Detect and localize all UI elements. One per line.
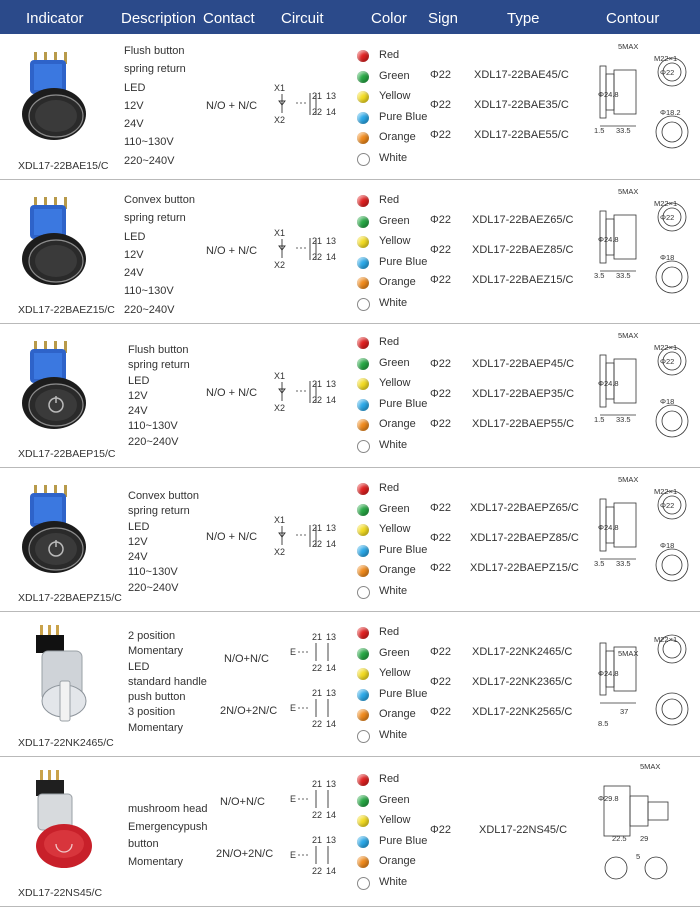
circuit-22-label: 22 <box>312 719 323 729</box>
dimension-label: 5MAX <box>618 42 639 51</box>
contour-drawing <box>596 768 692 880</box>
color-swatch-white <box>357 298 370 311</box>
color-label: Red <box>379 482 400 494</box>
description-line: LED <box>124 81 146 94</box>
product-row <box>0 467 700 612</box>
color-swatch-white <box>357 153 370 166</box>
circuit-13-label: 13 <box>326 632 337 642</box>
color-label: Green <box>379 793 410 806</box>
color-label: Orange <box>379 418 416 430</box>
description-line: LED <box>124 230 146 243</box>
sign-value: Φ22 <box>430 129 452 141</box>
color-label: Orange <box>379 564 416 576</box>
description-line: Momentary <box>128 721 184 734</box>
description-line: Flush button <box>124 45 185 57</box>
contour-drawing <box>596 46 692 158</box>
circuit-22-label: 22 <box>312 663 323 673</box>
contact-type-1: N/O+N/C <box>224 653 269 665</box>
description-line: LED <box>128 374 150 387</box>
color-swatch-red <box>357 483 369 495</box>
header-indicator: Indicator <box>26 10 84 27</box>
dimension-label: 3.5 <box>594 271 605 280</box>
color-label: Pure Blue <box>379 255 428 268</box>
description-line: 110~130V <box>124 285 174 298</box>
type-code: XDL17-22BAEP35/C <box>472 388 575 400</box>
description-line: 24V <box>124 267 144 280</box>
type-code: XDL17-22BAEZ65/C <box>472 214 574 226</box>
circuit-x2-label: X2 <box>274 547 286 557</box>
description-line: spring return <box>128 359 190 372</box>
description-line: spring return <box>128 505 190 518</box>
type-code: XDL17-22BAEP55/C <box>472 418 575 430</box>
sign-value: Φ22 <box>430 676 452 688</box>
dimension-label: Φ22 <box>660 501 675 510</box>
color-label: Red <box>379 773 400 785</box>
color-swatch-orange <box>357 709 369 721</box>
circuit-22-label: 22 <box>312 539 323 549</box>
circuit-x1-label: X1 <box>274 228 286 238</box>
description <box>128 343 190 450</box>
description <box>128 629 207 736</box>
description-line: 24V <box>124 118 144 131</box>
product-photo <box>14 770 104 882</box>
description-line: 220~240V <box>124 154 175 167</box>
color-label: Red <box>379 626 400 638</box>
model-number: XDL17-22NS45/C <box>18 887 103 899</box>
dimension-label: Φ22 <box>660 357 675 366</box>
contact-type-2: 2N/O+2N/C <box>220 705 278 717</box>
circuit-diagram-small <box>290 631 346 673</box>
circuit-x1-label: X1 <box>274 83 286 93</box>
circuit-x2-label: X2 <box>274 403 286 413</box>
dimension-label: 22.5 <box>612 834 627 843</box>
description-line: Momentary <box>128 645 184 658</box>
svg-text:E: E <box>290 703 297 713</box>
color-label: Orange <box>379 131 416 143</box>
color-swatch-orange <box>357 565 369 577</box>
product-photo <box>14 333 104 445</box>
color-swatch-yellow <box>357 378 369 390</box>
color-label: Yellow <box>379 377 411 389</box>
contact-type: N/O + N/C <box>206 100 258 112</box>
product-photo <box>14 621 104 733</box>
color-label: Red <box>379 336 400 348</box>
color-label: Green <box>379 214 410 227</box>
contact-type-2: 2N/O+2N/C <box>216 848 274 860</box>
dimension-label: Φ22 <box>660 213 675 222</box>
color-label: Pure Blue <box>379 110 428 123</box>
color-swatch-yellow <box>357 524 369 536</box>
description-line: button <box>128 838 159 850</box>
contour-drawing <box>596 479 692 591</box>
dimension-label: Φ18 <box>660 541 675 550</box>
description-line: 110~130V <box>128 420 178 433</box>
color-swatch-yellow <box>357 91 369 103</box>
color-label: Pure Blue <box>379 834 428 847</box>
color-swatch-pure-blue <box>357 836 369 848</box>
circuit-diagram <box>272 81 342 141</box>
color-swatch-green <box>357 795 369 807</box>
color-swatch-orange <box>357 277 369 289</box>
color-label: Green <box>379 502 410 515</box>
description-line: 24V <box>128 405 148 418</box>
circuit-diagram-small <box>290 834 346 876</box>
color-label: Orange <box>379 855 416 867</box>
circuit-diagram <box>272 513 342 573</box>
description-line: 12V <box>124 248 144 261</box>
color-label: Yellow <box>379 90 411 102</box>
svg-text:E: E <box>290 794 297 804</box>
type-code: XDL17-22BAE35/C <box>474 99 569 111</box>
description-line: 3 position <box>128 706 176 719</box>
description <box>124 191 195 319</box>
dimension-label: 37 <box>620 707 629 716</box>
contour-drawing <box>596 191 692 303</box>
svg-text:E: E <box>290 850 297 860</box>
color-swatch-pure-blue <box>357 399 369 411</box>
sign-value: Φ22 <box>430 562 452 574</box>
dimension-label: Φ29.8 <box>598 794 619 803</box>
color-label: White <box>379 584 408 597</box>
color-swatch-green <box>357 648 369 660</box>
sign-value: Φ22 <box>430 99 452 111</box>
type-code: XDL17-22BAEZ15/C <box>472 274 574 286</box>
description <box>128 801 208 871</box>
contact-type-1: N/O+N/C <box>220 796 265 808</box>
circuit-13-label: 13 <box>326 688 337 698</box>
type-code: XDL17-22NK2565/C <box>472 706 573 718</box>
model-number: XDL17-22BAEZ15/C <box>18 304 115 316</box>
color-swatch-yellow <box>357 815 369 827</box>
type-code: XDL17-22BAEPZ15/C <box>470 562 579 574</box>
circuit-21-label: 21 <box>312 632 323 642</box>
circuit-13-label: 13 <box>326 835 337 845</box>
sign-value: Φ22 <box>430 418 452 430</box>
contact-type: N/O + N/C <box>206 387 258 399</box>
description-line: 110~130V <box>128 566 178 579</box>
color-label: Yellow <box>379 814 411 826</box>
type-code: XDL17-22BAE45/C <box>474 69 569 81</box>
circuit-diagram-small <box>290 687 346 729</box>
model-number: XDL17-22NK2465/C <box>18 737 114 749</box>
description-line: mushroom head <box>128 803 208 815</box>
contact-type: N/O + N/C <box>206 531 258 543</box>
circuit-21-label: 21 <box>312 779 323 789</box>
description-line: 220~240V <box>128 435 179 448</box>
color-swatch-green <box>357 71 369 83</box>
color-label: Pure Blue <box>379 397 428 410</box>
circuit-13-label: 13 <box>326 779 337 789</box>
color-swatch-orange <box>357 419 369 431</box>
circuit-21-label: 21 <box>312 379 323 389</box>
sign-value: Φ22 <box>430 502 452 514</box>
type-code: XDL17-22BAEPZ65/C <box>470 502 579 514</box>
sign-value: Φ22 <box>430 214 452 226</box>
color-label: White <box>379 728 408 741</box>
description <box>124 42 186 170</box>
dimension-label: 33.5 <box>616 559 631 568</box>
color-swatch-pure-blue <box>357 257 369 269</box>
dimension-label: 5MAX <box>618 187 639 196</box>
dimension-label: M22×1 <box>654 487 678 496</box>
description <box>128 489 199 596</box>
dimension-label: Φ18.2 <box>660 108 681 117</box>
color-label: White <box>379 296 408 309</box>
color-label: Pure Blue <box>379 687 428 700</box>
color-swatch-white <box>357 877 370 890</box>
description-line: Convex button <box>128 490 199 502</box>
color-swatch-red <box>357 337 369 349</box>
color-swatch-white <box>357 586 370 599</box>
circuit-14-label: 14 <box>326 252 337 262</box>
header-sign: Sign <box>428 10 459 27</box>
color-swatch-green <box>357 504 369 516</box>
circuit-22-label: 22 <box>312 395 323 405</box>
description-line: 220~240V <box>128 581 179 594</box>
type-code: XDL17-22BAEPZ85/C <box>470 532 579 544</box>
type-code: XDL17-22NK2465/C <box>472 646 573 658</box>
sign-value: Φ22 <box>430 646 452 658</box>
dimension-label: 5MAX <box>618 475 639 484</box>
sign-value: Φ22 <box>430 69 452 81</box>
sign-value: Φ22 <box>430 532 452 544</box>
circuit-21-label: 21 <box>312 835 323 845</box>
description-line: Flush button <box>128 344 189 356</box>
dimension-label: Φ24.8 <box>598 523 619 532</box>
dimension-label: M22×1 <box>654 635 678 644</box>
contour-drawing <box>596 335 692 447</box>
circuit-14-label: 14 <box>326 663 337 673</box>
dimension-label: 33.5 <box>616 271 631 280</box>
circuit-x1-label: X1 <box>274 371 286 381</box>
dimension-label: M22×1 <box>654 54 678 63</box>
product-row <box>0 34 700 180</box>
circuit-14-label: 14 <box>326 719 337 729</box>
description-line: LED <box>128 660 150 673</box>
circuit-22-label: 22 <box>312 107 323 117</box>
header-type: Type <box>507 10 540 27</box>
dimension-label: Φ24.8 <box>598 235 619 244</box>
header-color: Color <box>371 10 407 27</box>
circuit-13-label: 13 <box>326 91 337 101</box>
circuit-diagram <box>272 369 342 429</box>
dimension-label: Φ22 <box>660 68 675 77</box>
circuit-21-label: 21 <box>312 91 323 101</box>
description-line: Convex button <box>124 194 195 206</box>
description-line: LED <box>128 520 150 533</box>
circuit-14-label: 14 <box>326 866 337 876</box>
color-swatch-pure-blue <box>357 689 369 701</box>
color-swatch-red <box>357 627 369 639</box>
model-number: XDL17-22BAE15/C <box>18 160 109 172</box>
product-photo <box>14 189 104 301</box>
product-photo <box>14 477 104 589</box>
color-label: White <box>379 438 408 451</box>
dimension-label: 1.5 <box>594 126 605 135</box>
circuit-22-label: 22 <box>312 252 323 262</box>
dimension-label: 3.5 <box>594 559 605 568</box>
circuit-14-label: 14 <box>326 107 337 117</box>
sign-value: Φ22 <box>430 274 452 286</box>
svg-text:E: E <box>290 647 297 657</box>
circuit-21-label: 21 <box>312 236 323 246</box>
circuit-x2-label: X2 <box>274 115 286 125</box>
color-label: Orange <box>379 708 416 720</box>
dimension-label: 1.5 <box>594 415 605 424</box>
description-line: 2 position <box>128 630 176 642</box>
product-photo <box>14 44 104 156</box>
type-code: XDL17-22BAE55/C <box>474 129 569 141</box>
color-label: Yellow <box>379 523 411 535</box>
dimension-label: Φ24.8 <box>598 669 619 678</box>
dimension-label: 5 <box>636 852 641 861</box>
sign-value: Φ22 <box>430 706 452 718</box>
dimension-label: 5MAX <box>618 649 639 658</box>
dimension-label: Φ24.8 <box>598 90 619 99</box>
product-row <box>0 756 700 907</box>
circuit-21-label: 21 <box>312 688 323 698</box>
type-code: XDL17-22NK2365/C <box>472 676 573 688</box>
description-line: push button <box>128 691 186 704</box>
table-header <box>0 0 700 34</box>
color-swatch-yellow <box>357 236 369 248</box>
header-description: Description <box>121 10 197 27</box>
description-line: 24V <box>128 551 148 564</box>
color-label: Red <box>379 194 400 206</box>
type-code: XDL17-22BAEZ85/C <box>472 244 574 256</box>
circuit-14-label: 14 <box>326 539 337 549</box>
header-contour: Contour <box>606 10 660 27</box>
dimension-label: 29 <box>640 834 649 843</box>
model-number: XDL17-22BAEP15/C <box>18 448 116 460</box>
circuit-14-label: 14 <box>326 810 337 820</box>
dimension-label: Φ18 <box>660 397 675 406</box>
circuit-diagram-small <box>290 778 346 820</box>
description-line: spring return <box>124 63 186 76</box>
color-swatch-white <box>357 440 370 453</box>
description-line: standard handle <box>128 675 207 688</box>
contour-drawing <box>596 623 692 735</box>
color-label: Red <box>379 49 400 61</box>
description-line: Momentary <box>128 855 184 868</box>
color-label: Pure Blue <box>379 543 428 556</box>
product-row <box>0 323 700 468</box>
color-swatch-white <box>357 730 370 743</box>
color-swatch-green <box>357 216 369 228</box>
description-line: 110~130V <box>124 136 174 149</box>
description-line: 12V <box>128 535 148 548</box>
color-label: White <box>379 151 408 164</box>
description-line: 12V <box>124 99 144 112</box>
circuit-22-label: 22 <box>312 810 323 820</box>
color-swatch-orange <box>357 856 369 868</box>
type-code: XDL17-22NS45/C <box>479 824 568 836</box>
color-label: Green <box>379 646 410 659</box>
color-label: Green <box>379 356 410 369</box>
color-swatch-red <box>357 195 369 207</box>
dimension-label: Φ18 <box>660 253 675 262</box>
header-contact: Contact <box>203 10 255 27</box>
sign-value: Φ22 <box>430 244 452 256</box>
type-code: XDL17-22BAEP45/C <box>472 358 575 370</box>
description-line: 220~240V <box>124 303 175 316</box>
color-label: Yellow <box>379 667 411 679</box>
color-swatch-orange <box>357 132 369 144</box>
dimension-label: 33.5 <box>616 415 631 424</box>
description-line: 12V <box>128 389 148 402</box>
circuit-x1-label: X1 <box>274 515 286 525</box>
color-swatch-green <box>357 358 369 370</box>
color-swatch-pure-blue <box>357 545 369 557</box>
sign-value: Φ22 <box>430 388 452 400</box>
product-row <box>0 611 700 757</box>
color-label: White <box>379 875 408 888</box>
description-line: spring return <box>124 212 186 225</box>
dimension-label: 8.5 <box>598 719 609 728</box>
circuit-14-label: 14 <box>326 395 337 405</box>
model-number: XDL17-22BAEPZ15/C <box>18 592 122 604</box>
circuit-13-label: 13 <box>326 379 337 389</box>
circuit-21-label: 21 <box>312 523 323 533</box>
circuit-13-label: 13 <box>326 236 337 246</box>
dimension-label: Φ24.8 <box>598 379 619 388</box>
dimension-label: 33.5 <box>616 126 631 135</box>
color-label: Yellow <box>379 235 411 247</box>
color-label: Green <box>379 69 410 82</box>
sign-value: Φ22 <box>430 358 452 370</box>
dimension-label: 5MAX <box>640 762 661 771</box>
color-swatch-red <box>357 774 369 786</box>
color-label: Orange <box>379 276 416 288</box>
product-row <box>0 179 700 324</box>
circuit-diagram <box>272 226 342 286</box>
contact-type: N/O + N/C <box>206 245 258 257</box>
color-swatch-pure-blue <box>357 112 369 124</box>
circuit-13-label: 13 <box>326 523 337 533</box>
description-line: Emergencypush <box>128 820 208 833</box>
circuit-x2-label: X2 <box>274 260 286 270</box>
color-swatch-yellow <box>357 668 369 680</box>
color-swatch-red <box>357 50 369 62</box>
dimension-label: 5MAX <box>618 331 639 340</box>
header-circuit: Circuit <box>281 10 324 27</box>
dimension-label: M22×1 <box>654 199 678 208</box>
sign-value: Φ22 <box>430 824 452 836</box>
circuit-22-label: 22 <box>312 866 323 876</box>
dimension-label: M22×1 <box>654 343 678 352</box>
